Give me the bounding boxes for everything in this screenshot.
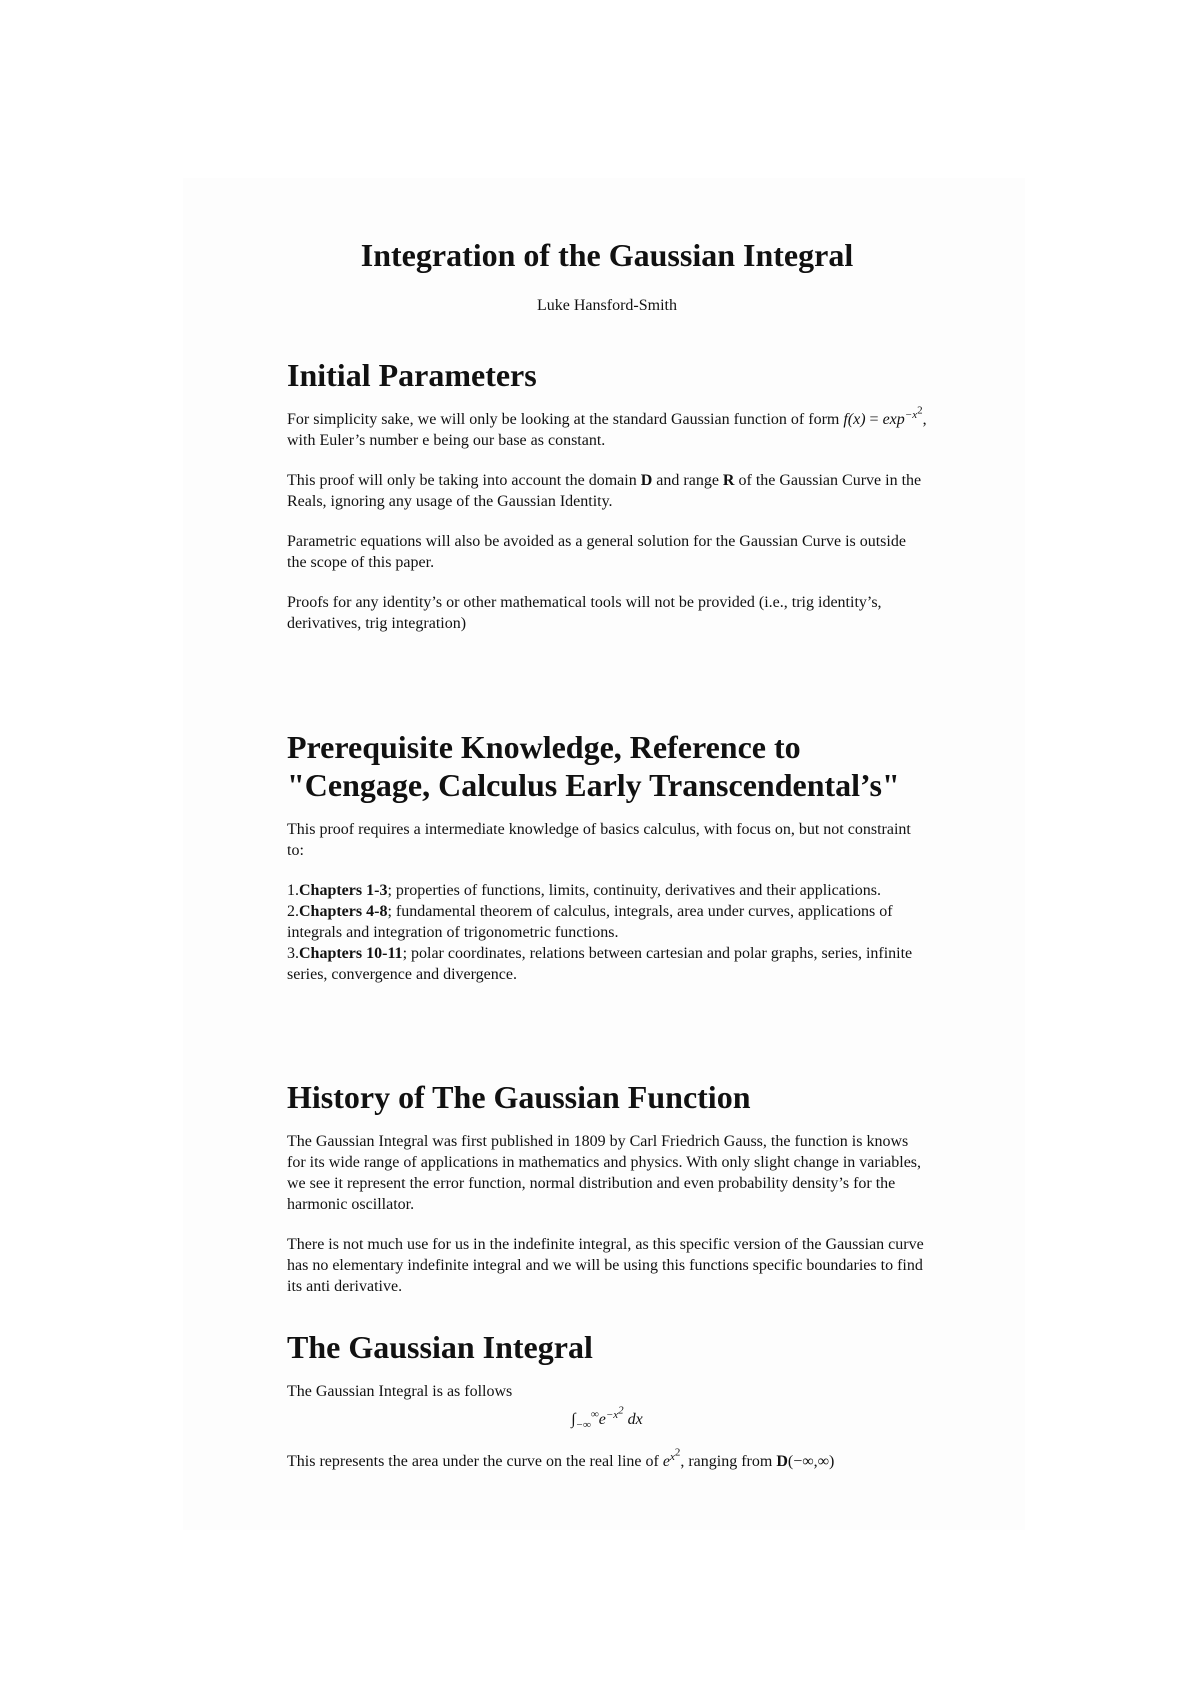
math-e: e <box>598 1410 606 1428</box>
math-domain: D <box>640 472 653 489</box>
list-text: ; fundamental theorem of calculus, integrals, area under curves, applications of integrals and integration of trigonometric functions. <box>287 903 893 941</box>
list-number: 2. <box>287 903 299 920</box>
text-span: For simplicity sake, we will only be looking at the standard Gaussian function of form <box>287 411 844 428</box>
list-item <box>287 880 927 901</box>
math-sup: 2 <box>917 404 923 417</box>
text-span: , ranging from <box>680 1452 777 1470</box>
section-gaussian-integral <box>287 1328 927 1491</box>
list-number: 3. <box>287 945 299 962</box>
math-dx: dx <box>627 1410 643 1428</box>
section-initial-parameters <box>287 356 927 653</box>
paragraph <box>287 470 927 512</box>
math-range: R <box>722 472 735 489</box>
paragraph: This proof requires a intermediate knowledge of basics calculus, with focus on, but not constraint to: <box>287 821 911 859</box>
list-number: 1. <box>287 882 299 899</box>
math-sup: 2 <box>674 1446 681 1458</box>
section-heading: Initial Parameters <box>287 357 537 393</box>
section-heading: History of The Gaussian Function <box>287 1079 751 1115</box>
text-span: This proof will only be taking into account the domain <box>287 472 641 489</box>
math-fx: f(x) <box>843 411 866 428</box>
section-heading: Prerequisite Knowledge, Reference to "Cengage, Calculus Early Transcendental’s" <box>287 729 900 803</box>
integral-sign: ∫ <box>571 1410 576 1428</box>
chapter-label: Chapters 1-3 <box>299 882 388 899</box>
section-heading: The Gaussian Integral <box>287 1329 593 1365</box>
math-e: e <box>662 1452 670 1470</box>
math-sup: x <box>669 1450 675 1463</box>
document-author: Luke Hansford-Smith <box>537 297 677 314</box>
paragraph <box>287 1446 927 1472</box>
document-page <box>183 178 1025 1530</box>
list-text: ; properties of functions, limits, continuity, derivatives and their applications. <box>387 882 881 899</box>
text-span: = <box>865 411 883 428</box>
math-range: (−∞,∞) <box>787 1452 835 1470</box>
document-title: Integration of the Gaussian Integral <box>360 237 854 273</box>
paragraph: The Gaussian Integral is as follows <box>287 1383 513 1400</box>
paragraph: The Gaussian Integral was first published in 1809 by Carl Friedrich Gauss, the function is knows for its wide range of applications in mathematics and physics. With only slight change in variables, we see it represent the error function, normal distribution and even probability density’s for the harmonic oscillator. <box>287 1133 922 1213</box>
integral-lower-bound: −∞ <box>575 1419 591 1432</box>
integral-upper-bound: ∞ <box>590 1408 599 1421</box>
text-span: , with Euler’s number e being our base as constant. <box>287 411 927 449</box>
list-item <box>287 943 927 985</box>
math-domain: D <box>776 1452 788 1470</box>
chapter-label: Chapters 10-11 <box>299 945 403 962</box>
paragraph: There is not much use for us in the indefinite integral, as this specific version of the Gaussian curve has no elementary indefinite integral and we will be using this functions specific boundaries to find its anti derivative. <box>287 1236 924 1295</box>
math-sup: −x <box>605 1408 619 1421</box>
text-span: of the Gaussian Curve in the Reals, ignoring any usage of the Gaussian Identity. <box>287 472 922 510</box>
list-text: ; polar coordinates, relations between cartesian and polar graphs, series, infinite series, convergence and divergence. <box>287 945 913 983</box>
section-history <box>287 1078 927 1316</box>
chapter-list <box>287 880 927 985</box>
list-item <box>287 901 927 943</box>
section-prerequisite-knowledge <box>287 728 927 1004</box>
paragraph: Proofs for any identity’s or other mathematical tools will not be provided (i.e., trig identity’s, derivatives, trig integration) <box>287 594 882 632</box>
math-sup: 2 <box>618 1404 624 1416</box>
paragraph <box>287 404 927 451</box>
chapter-label: Chapters 4-8 <box>299 903 388 920</box>
integral-formula <box>287 1404 927 1432</box>
text-span: This represents the area under the curve on the real line of <box>287 1452 663 1470</box>
math-exp: exp <box>882 411 905 428</box>
math-sup: −x <box>904 408 918 421</box>
paragraph: Parametric equations will also be avoided as a general solution for the Gaussian Curve is outside the scope of this paper. <box>287 533 906 571</box>
text-span: and range <box>652 472 723 489</box>
